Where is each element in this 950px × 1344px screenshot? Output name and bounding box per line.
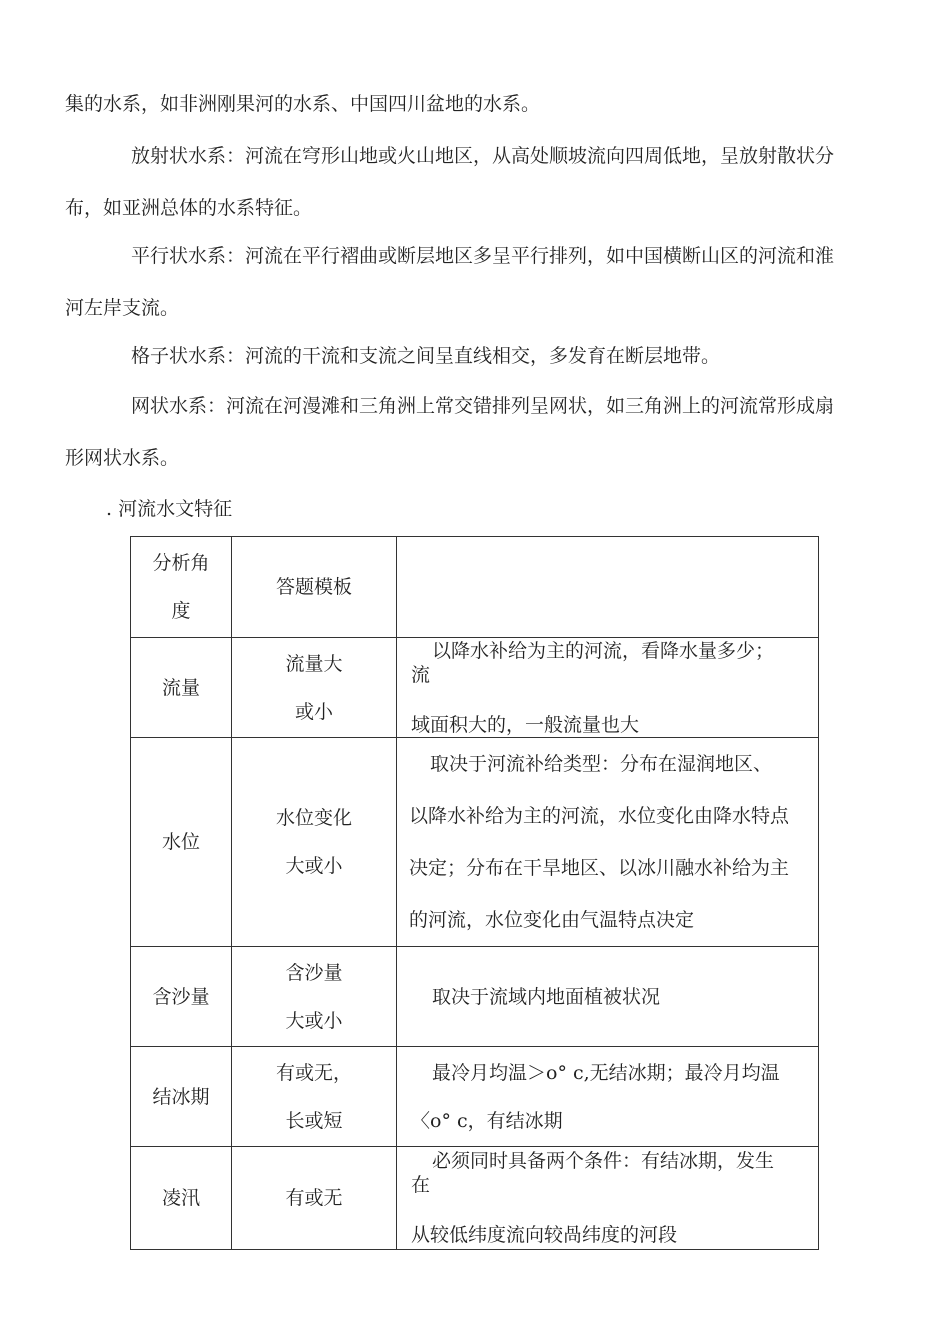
paragraph-line: 集的水系，如非洲刚果河的水系、中国四川盆地的水系。 — [65, 93, 541, 115]
cell-line: 取决于河流补给类型：分布在湿润地区、 — [430, 753, 773, 775]
table-row — [131, 1047, 819, 1147]
paragraph-line: 网状水系：河流在河漫滩和三角洲上常交错排列呈网状，如三角洲上的河流常形成扇 — [131, 395, 835, 417]
paragraph-line: 河左岸支流。 — [65, 297, 180, 319]
paragraph-line: 格子状水系：河流的干流和支流之间呈直线相交，多发育在断层地带。 — [131, 345, 721, 367]
row-label-cell: 流量 — [131, 638, 232, 738]
cell-line: 的河流，水位变化由气温特点决定 — [409, 909, 695, 931]
header-cell-template: 答题模板 — [232, 537, 397, 638]
row-template-cell — [232, 738, 397, 947]
row-template-cell — [232, 638, 397, 738]
row-template-cell: 有或无 — [232, 1147, 397, 1250]
table-row — [131, 638, 819, 738]
row-label-cell: 含沙量 — [131, 947, 232, 1047]
cell-line: 度 — [171, 600, 191, 622]
cell-line: 以降水补给为主的河流，水位变化由降水特点 — [409, 805, 790, 827]
cell-line: 以降水补给为主的河流，看降水量多少； — [432, 639, 775, 662]
paragraph-line: 形网状水系。 — [65, 447, 180, 469]
table-header-row — [131, 537, 819, 638]
paragraph-radial-drainage — [65, 130, 885, 234]
row-detail-cell — [397, 1147, 819, 1250]
cell-line: 含沙量 — [285, 961, 343, 984]
row-detail-cell — [397, 638, 819, 738]
row-label-cell: 凌汛 — [131, 1147, 232, 1250]
paragraph-dense-drainage — [65, 78, 885, 130]
cell-line: 决定；分布在干旱地区、以冰川融水补给为主 — [409, 857, 790, 879]
hydrology-table — [130, 536, 819, 1250]
cell-line: 大或小 — [285, 855, 343, 877]
paragraph-trellis-drainage — [65, 330, 885, 382]
cell-line: 或小 — [294, 700, 333, 723]
row-detail-cell — [397, 947, 819, 1047]
cell-line: 流量大 — [285, 652, 343, 675]
cell-line: 长或短 — [285, 1109, 343, 1132]
cell-line: 取决于流域内地面植被状况 — [432, 985, 661, 1008]
table-row — [131, 738, 819, 947]
header-cell-angle — [131, 537, 232, 638]
paragraph-parallel-drainage — [65, 230, 885, 334]
cell-line: 有或无， — [275, 1061, 352, 1084]
cell-line: 最冷月均温＞o° c,无结冰期；最冷月均温 — [432, 1061, 780, 1084]
cell-line: 在 — [411, 1174, 431, 1196]
section-heading: . 河流水文特征 — [106, 498, 233, 520]
row-template-cell — [232, 947, 397, 1047]
cell-line: 〈o° c，有结冰期 — [411, 1109, 563, 1132]
row-label-cell: 水位 — [131, 738, 232, 947]
table-row — [131, 947, 819, 1047]
header-cell-blank — [397, 537, 819, 638]
paragraph-line: 放射状水系：河流在穹形山地或火山地区，从高处顺坡流向四周低地，呈放射散状分 — [131, 145, 835, 167]
cell-line: 域面积大的，一般流量也大 — [411, 713, 640, 736]
cell-line: 从较低纬度流向较咼纬度的河段 — [411, 1224, 678, 1246]
table-row — [131, 1147, 819, 1250]
row-detail-cell — [397, 738, 819, 947]
row-detail-cell — [397, 1047, 819, 1147]
cell-line: 必须同时具备两个条件：有结冰期，发生 — [432, 1150, 775, 1172]
cell-line: 流 — [411, 663, 431, 686]
cell-line: 水位变化 — [275, 807, 352, 829]
cell-line: 分析角 — [152, 552, 210, 574]
paragraph-line: 布，如亚洲总体的水系特征。 — [65, 197, 313, 219]
row-template-cell — [232, 1047, 397, 1147]
row-label-cell: 结冰期 — [131, 1047, 232, 1147]
paragraph-line: 平行状水系：河流在平行褶曲或断层地区多呈平行排列，如中国横断山区的河流和淮 — [131, 245, 835, 267]
paragraph-network-drainage — [65, 380, 885, 484]
cell-line: 大或小 — [285, 1009, 343, 1032]
